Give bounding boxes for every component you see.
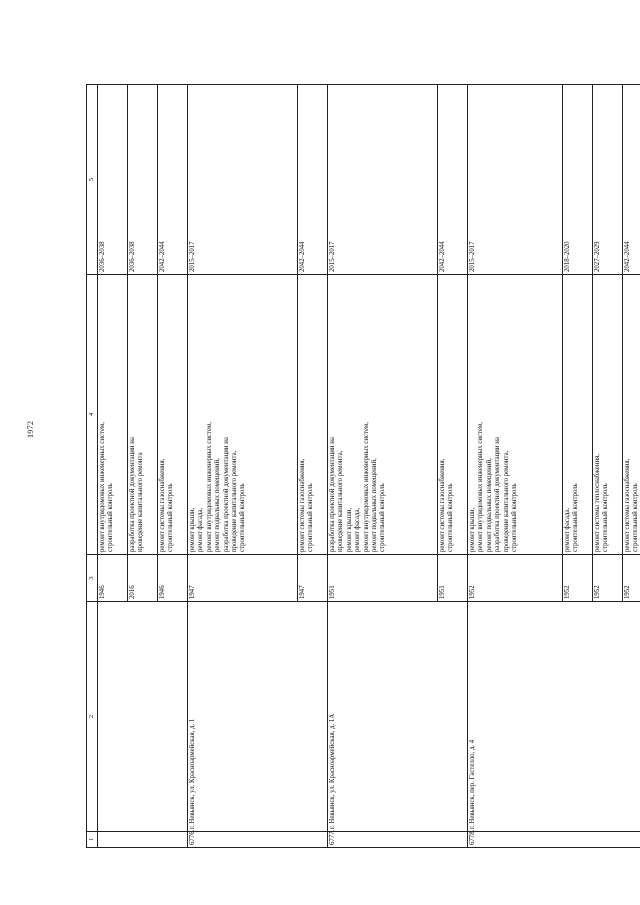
work-line: ремонт внутридомовых инженерных систем, — [205, 422, 213, 552]
period-cell: 2042–2044 — [298, 85, 328, 275]
work-line: ремонт фасада, — [564, 507, 571, 552]
rotated-table-container — [86, 85, 640, 848]
period-cell: 2036–2038 — [128, 85, 158, 275]
year-cell: 1946 — [158, 555, 188, 602]
year-cell: 1947 — [298, 555, 328, 602]
period-cell: 2015–2017 — [188, 85, 298, 275]
period-cell: 2015–2017 — [328, 85, 438, 275]
work-line: строительный контроль — [239, 483, 247, 552]
number-cell: 6778. — [468, 832, 640, 848]
work-line: ремонт подвальных помещений, — [485, 458, 493, 552]
work-line: проведение капитального ремонта, — [231, 450, 239, 552]
number-cell: 6776. — [188, 832, 328, 848]
work-line: ремонт системы газоснабжения, — [159, 458, 166, 552]
header-col-2: 2 — [87, 602, 98, 832]
year-cell: 1952 — [468, 555, 563, 602]
work-line: ремонт внутридомовых инженерных систем, — [362, 422, 370, 552]
table-row — [188, 85, 298, 848]
work-line: ремонт крыши, — [469, 507, 476, 552]
work-line: разработка проектной документации на — [494, 437, 502, 552]
work-line: ремонт фасада, — [354, 507, 362, 552]
year-cell: 2016 — [128, 555, 158, 602]
work-description-cell — [468, 275, 563, 555]
work-line: строительный контроль — [632, 483, 640, 552]
work-line: ремонт системы газоснабжения, — [624, 458, 631, 552]
work-line: ремонт внутридомовых инженерных систем, — [477, 422, 485, 552]
work-line: ремонт системы теплоснабжения, — [594, 454, 601, 552]
work-line: разработка проектной документации на — [222, 437, 230, 552]
table-body — [98, 85, 640, 848]
year-cell: 1952 — [563, 555, 593, 602]
table-row — [98, 85, 128, 848]
period-cell: 2036–2038 — [98, 85, 128, 275]
year-cell: 1952 — [593, 555, 623, 602]
work-line: ремонт системы газоснабжения, — [439, 458, 446, 552]
work-line: строительный контроль — [447, 483, 455, 552]
table-row — [328, 85, 438, 848]
work-line: проведение капитального ремонта, — [337, 450, 345, 552]
work-description-cell — [623, 275, 640, 555]
work-description-cell — [158, 275, 188, 555]
work-line: ремонт подвальных помещений, — [371, 458, 379, 552]
period-cell: 2027–2029 — [593, 85, 623, 275]
number-cell: 6777. — [328, 832, 468, 848]
period-cell: 2042–2044 — [158, 85, 188, 275]
work-line: разработка проектной документации на — [329, 437, 336, 552]
work-description-cell — [298, 275, 328, 555]
year-cell: 1951 — [438, 555, 468, 602]
year-cell: 1947 — [188, 555, 298, 602]
work-description-cell — [563, 275, 593, 555]
period-cell: 2018–2020 — [563, 85, 593, 275]
year-cell: 1951 — [328, 555, 438, 602]
page-number: 1972 — [26, 420, 35, 438]
header-col-5: 5 — [87, 85, 98, 275]
work-line: проведение капитального ремонта — [137, 452, 145, 552]
work-line: строительный контроль — [602, 483, 610, 552]
work-line: строительный контроль — [511, 483, 519, 552]
work-line: строительный контроль — [572, 483, 580, 552]
work-description-cell — [593, 275, 623, 555]
header-col-3: 3 — [87, 555, 98, 602]
work-description-cell — [438, 275, 468, 555]
period-cell: 2042–2044 — [623, 85, 640, 275]
work-line: ремонт подвальных помещений, — [214, 458, 222, 552]
work-line: ремонт крыши, — [189, 507, 196, 552]
work-line: ремонт внутридомовых инженерных систем, — [99, 422, 106, 552]
number-cell — [98, 832, 188, 848]
address-cell: г. Невьянск, ул. Красноармейская, д. 1А — [328, 602, 468, 832]
year-cell: 1952 — [623, 555, 640, 602]
work-line: строительный контроль — [379, 483, 387, 552]
repair-schedule-table — [86, 84, 640, 848]
work-line: разработка проектной документации на — [129, 437, 136, 552]
table-row — [468, 85, 563, 848]
period-cell: 2042–2044 — [438, 85, 468, 275]
work-description-cell — [188, 275, 298, 555]
work-description-cell — [328, 275, 438, 555]
header-col-4: 4 — [87, 275, 98, 555]
address-cell: г. Невьянск, пер. Гастелло, д. 4 — [468, 602, 640, 832]
header-col-1: 1 — [87, 832, 98, 848]
work-line: строительный контроль — [307, 483, 315, 552]
year-cell: 1946 — [98, 555, 128, 602]
work-description-cell — [98, 275, 128, 555]
work-line: строительный контроль — [107, 483, 115, 552]
work-description-cell — [128, 275, 158, 555]
header-row — [87, 85, 98, 848]
work-line: ремонт крыши, — [345, 507, 353, 552]
period-cell: 2015–2017 — [468, 85, 563, 275]
work-line: проведение капитального ремонта, — [502, 450, 510, 552]
address-cell — [98, 602, 188, 832]
work-line: строительный контроль — [167, 483, 175, 552]
address-cell: г. Невьянск, ул. Красноармейская, д. 1 — [188, 602, 328, 832]
work-line: ремонт фасада, — [197, 507, 205, 552]
work-line: ремонт системы газоснабжения, — [299, 458, 306, 552]
